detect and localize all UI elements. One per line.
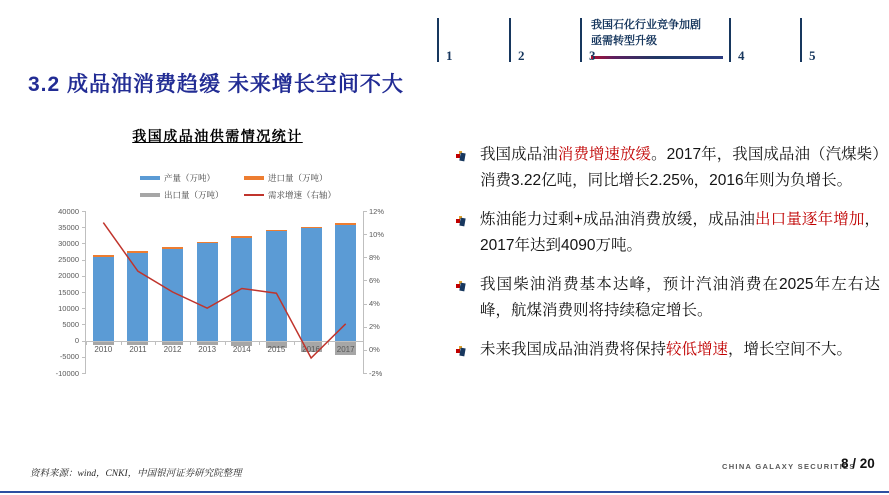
- right-axis-tick-label: 8%: [369, 252, 380, 262]
- right-axis-tickmark: [363, 327, 367, 328]
- left-axis-tick-label: 35000: [58, 222, 79, 232]
- left-axis-tick-label: 0: [74, 336, 79, 346]
- supply-demand-chart: [45, 126, 390, 396]
- text-segment: 我国成品油: [480, 146, 558, 163]
- left-axis-tick-label: -5000: [59, 352, 79, 362]
- right-axis-tickmark: [363, 234, 367, 235]
- nav-active-title: [591, 18, 731, 50]
- plot-area: [55, 206, 385, 378]
- demand-growth-line: [86, 211, 363, 373]
- x-axis-label-2017: 2017: [336, 344, 355, 354]
- chart-legend: [140, 171, 336, 202]
- bullet-icon-col: [456, 142, 480, 194]
- bullet-item-1: [456, 142, 880, 194]
- right-axis-tick-label: 0%: [369, 345, 380, 355]
- right-axis-tickmark: [363, 373, 367, 374]
- bullet-item-4: [456, 337, 880, 363]
- x-axis-label-2013: 2013: [198, 344, 217, 354]
- category-axis-tickmark: [363, 342, 364, 345]
- right-axis-tick-label: 6%: [369, 275, 380, 285]
- bullet-text: [480, 207, 880, 259]
- right-axis-tickmark: [363, 211, 367, 212]
- nav-item-5: [800, 18, 872, 62]
- nav-item-3: [580, 18, 729, 62]
- nav-number: 5: [809, 48, 816, 63]
- right-axis-tickmark: [363, 304, 367, 305]
- left-axis-tick-label: -10000: [55, 368, 79, 378]
- x-axis-label-2010: 2010: [94, 344, 113, 354]
- bullet-marker-navy: [459, 153, 465, 162]
- bullet-icon-col: [456, 207, 480, 259]
- highlighted-text: 较低增速: [666, 341, 729, 358]
- text-segment: ，2017年达到4090万吨。: [480, 211, 880, 254]
- text-segment: 未来我国成品油消费将保持: [480, 341, 667, 358]
- bullet-icon-col: [456, 272, 480, 324]
- nav-item-4: [729, 18, 800, 62]
- right-axis-tick-label: 12%: [369, 206, 385, 216]
- nav-number: 3: [589, 48, 596, 63]
- right-axis-tickmark: [363, 257, 367, 258]
- nav-number: 2: [518, 48, 525, 63]
- legend-item: [244, 188, 336, 202]
- nav-number: 4: [738, 48, 745, 63]
- bottom-rule: [0, 491, 889, 493]
- brand-text: CHINA GALAXY SECURITIES: [722, 462, 856, 471]
- highlighted-text: 出口量逐年增加: [755, 211, 865, 228]
- legend-swatch-bar: [140, 193, 160, 197]
- bullet-marker-icon: [456, 345, 467, 357]
- left-axis-tick-label: 5000: [62, 319, 79, 329]
- legend-label: 出口量（万吨）: [164, 190, 224, 200]
- x-axis-label-2011: 2011: [129, 344, 147, 354]
- bullet-marker-navy: [459, 348, 465, 357]
- right-axis-tickmark: [363, 280, 367, 281]
- nav-item-2: [509, 18, 580, 62]
- text-segment: 炼油能力过剩+成品油消费放缓，成品油: [480, 211, 756, 228]
- bullet-marker-icon: [456, 280, 467, 292]
- left-axis-tick-label: 20000: [58, 271, 79, 281]
- legend-label: 进口量（万吨）: [268, 173, 328, 183]
- nav-item-1: [437, 18, 509, 62]
- text-segment: 我国柴油消费基本达峰，预计汽油消费在2025年左右达峰，航煤消费则将持续稳定增长。: [480, 276, 880, 319]
- left-axis-tick-label: 30000: [58, 238, 79, 248]
- page-title: 3.2 成品油消费趋缓 未来增长空间不大: [28, 73, 404, 96]
- right-axis-tick-label: -2%: [369, 368, 383, 378]
- nav-number: 1: [446, 48, 453, 63]
- right-axis-tick-label: 4%: [369, 299, 380, 309]
- nav-title-line2: 亟需转型升级: [591, 34, 657, 47]
- left-axis-tick-label: 25000: [58, 255, 79, 265]
- x-axis-label-2016: 2016: [302, 344, 320, 354]
- chart-title-text: 我国成品油供需情况统计: [132, 128, 303, 144]
- legend-item: [140, 171, 244, 185]
- bullet-marker-icon: [456, 215, 467, 227]
- legend-swatch-line: [244, 194, 264, 196]
- highlighted-text: 消费增速放缓: [557, 146, 652, 163]
- bullet-item-2: [456, 207, 880, 259]
- bullet-marker-navy: [459, 283, 465, 292]
- left-axis-tickmark: [82, 373, 86, 374]
- bullet-text: [480, 142, 880, 194]
- x-axis-label-2012: 2012: [163, 344, 182, 354]
- legend-label: 产量（万吨）: [164, 173, 216, 183]
- legend-swatch-bar: [244, 176, 264, 180]
- legend-label: 需求增速（右轴）: [268, 190, 337, 200]
- right-axis-tick-label: 2%: [369, 322, 380, 332]
- bullet-marker-navy: [459, 218, 465, 227]
- left-axis-tick-label: 15000: [58, 287, 79, 297]
- bullet-text: [480, 272, 880, 324]
- legend-swatch-bar: [140, 176, 160, 180]
- chart-title: [45, 126, 390, 146]
- x-axis-label-2015: 2015: [267, 344, 286, 354]
- bullet-text: [480, 337, 880, 363]
- nav-title-line1: 我国石化行业竞争加剧: [591, 19, 701, 31]
- text-segment: 。2017年，我国成品油（汽煤柴）消费3.22亿吨，同比增长2.25%，2016年则为负增长。: [480, 146, 880, 189]
- page-number: 8 / 20: [841, 456, 875, 471]
- bullet-marker-icon: [456, 150, 467, 162]
- bullet-list: [456, 142, 880, 376]
- right-axis-tick-label: 10%: [369, 229, 385, 239]
- x-axis-label-2014: 2014: [232, 344, 251, 354]
- text-segment: ，增长空间不大。: [728, 341, 853, 358]
- left-axis-tick-label: 10000: [58, 303, 79, 313]
- left-axis-tick-label: 40000: [58, 206, 79, 216]
- bullet-icon-col: [456, 337, 480, 363]
- source-note: 资料来源：wind，CNKI，中国银河证券研究院整理: [30, 469, 242, 479]
- nav-active-underline: [591, 56, 723, 59]
- section-nav: [437, 18, 872, 62]
- legend-item: [244, 171, 336, 185]
- legend-item: [140, 188, 244, 202]
- right-axis-tickmark: [363, 350, 367, 351]
- bullet-item-3: [456, 272, 880, 324]
